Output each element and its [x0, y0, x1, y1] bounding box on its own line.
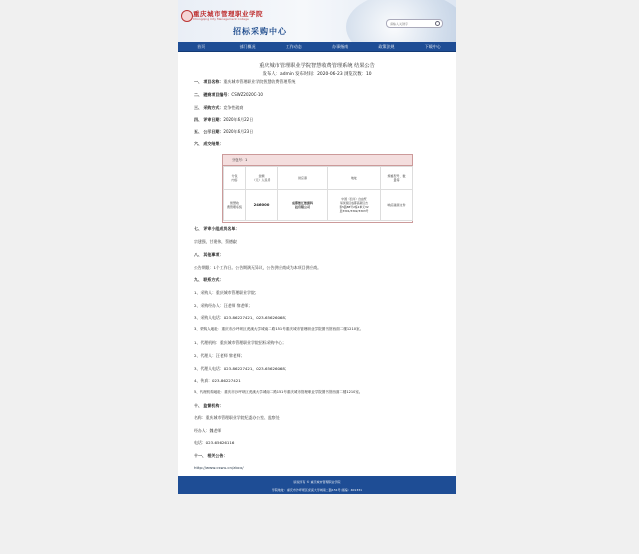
section-contact [194, 277, 223, 283]
section-value: 重庆城市管理职业学院智慧收费管理系统 [223, 79, 296, 84]
college-logo-text[interactable]: 重庆城市管理职业学院 [193, 10, 263, 18]
contact-line: 5、代理机构地址：重庆市沙坪坝区虎溪大学城南二路151号重庆城市管理职业学院图书馆西面二楼1210室。 [194, 390, 363, 394]
contact-line: 1、代理机构：重庆城市管理职业学院招标采购中心； [194, 340, 286, 345]
section-project-name [194, 79, 295, 85]
section-label: 十一、 相关公告： [194, 453, 228, 458]
section-label: 八、 其他事项： [194, 252, 224, 257]
column-header: 分包 内容 [224, 167, 246, 190]
article-title: 重庆城市管理职业学院智慧收费管理系统 结果公告 [259, 63, 375, 69]
section-supervision [194, 403, 223, 409]
contact-line: 2、采购经办人：汪老师 黎老师； [194, 303, 253, 308]
section-value: 2020年6月22日 [223, 117, 254, 122]
section-review-panel [194, 226, 239, 232]
section-label: 九、 联系方式： [194, 277, 224, 282]
nav-item-guide[interactable]: 办事指南 [332, 44, 349, 49]
nav-item-home[interactable]: 首页 [197, 44, 206, 49]
contact-line: 1、采购人：重庆城市管理职业学院； [194, 290, 259, 295]
contact-line: 4、传真：023-86227421 [194, 378, 241, 383]
section-value: 2020年6月23日 [223, 129, 254, 134]
college-logo-subtitle: Chongqing City Management College [193, 17, 249, 21]
section-label: 四、 评审日期： [194, 117, 224, 122]
section-publicity-date [194, 129, 253, 135]
supervision-line: 经办人：魏老师 [194, 428, 222, 433]
article [178, 62, 456, 77]
nav-item-policy[interactable]: 政策法规 [378, 44, 395, 49]
result-table-header: 分包号：1 [223, 155, 412, 166]
section-value: CSWZ2020C-10 [231, 92, 263, 97]
supervision-line: 电话：023-65626116 [194, 440, 235, 445]
section-label: 七、 评审小组成员名单： [194, 226, 240, 231]
footer [178, 476, 456, 494]
contact-line: 3、采购人电话：023-86227421，023-65626068； [194, 315, 289, 320]
section-other [194, 252, 223, 258]
contact-line: 2、代理人：汪老师 黎老师； [194, 353, 245, 358]
table-cell: 成都智汇智源科 技有限公司 [278, 190, 328, 221]
header-banner [178, 0, 456, 42]
contact-line: 3、代理人电话：023-86227421，023-65626068； [194, 366, 289, 371]
result-grid [223, 166, 413, 221]
college-emblem-icon[interactable] [181, 10, 193, 22]
column-header: 供应商 [278, 167, 328, 190]
nav-item-download[interactable]: 下载中心 [424, 44, 441, 49]
column-header: 金额 （元）人民币 [246, 167, 278, 190]
section-related [194, 453, 227, 459]
column-header: 规格型号、数 量等 [381, 167, 413, 190]
related-link[interactable]: http://www.cswu.cn/zbcx/ [194, 465, 244, 470]
nav-item-department[interactable]: 部门概况 [239, 44, 256, 49]
result-table [222, 154, 413, 223]
site-title: 招标采购中心 [233, 27, 287, 36]
section-label: 三、 采购方式： [194, 105, 224, 110]
section-label: 二、 磋商项目编号： [194, 92, 232, 97]
section-project-number [194, 92, 263, 98]
table-cell: 智慧收 费管理系统 [224, 190, 246, 221]
section-procurement-method [194, 105, 243, 111]
section-label: 六、 成交结果： [194, 141, 224, 146]
section-review-date [194, 117, 253, 123]
section-label: 五、 公示日期： [194, 129, 224, 134]
section-result [194, 141, 223, 147]
search-box[interactable] [386, 19, 443, 28]
table-cell: 246000 [246, 190, 278, 221]
section-value: 竞争性磋商 [223, 105, 244, 110]
section-label: 十、 监督机构： [194, 403, 224, 408]
other-notice: 公告期限：1个工作日。公告期满无异议，公告供应商成为本项目供应商。 [194, 265, 321, 270]
table-cell: 响应磋商文件 [381, 190, 413, 221]
column-header: 地址 [328, 167, 381, 190]
article-meta: 发布人：admin 发布时间：2020-06-23 浏览次数：10 [262, 72, 372, 77]
search-icon[interactable] [435, 21, 440, 26]
footer-copyright: 版权所有 © 重庆城市管理职业学院 [293, 480, 341, 484]
nav-item-news[interactable]: 工作动态 [285, 44, 302, 49]
search-input[interactable] [390, 20, 434, 27]
review-panel-members: 宗建强，甘建伟，蔡德叡 [194, 239, 237, 244]
footer-address: 学院地址：重庆市沙坪坝区虎溪大学城南二路151号 邮编：401331 [271, 488, 363, 492]
table-cell: 中国（四川）自由贸 易试验区成都高新区吉 泰5路88号2栋2单元32 层3301/3302/3303号 [328, 190, 381, 221]
contact-line: 3、采购人地址：重庆市沙坪坝区虎溪大学城南二路151号重庆城市管理职业学院图书馆西面二楼1210室。 [194, 327, 364, 331]
main-nav [178, 42, 456, 52]
supervision-line: 名称：重庆城市管理职业学院纪委办公室、监察处 [194, 415, 280, 420]
section-label: 一、 项目名称： [194, 79, 224, 84]
